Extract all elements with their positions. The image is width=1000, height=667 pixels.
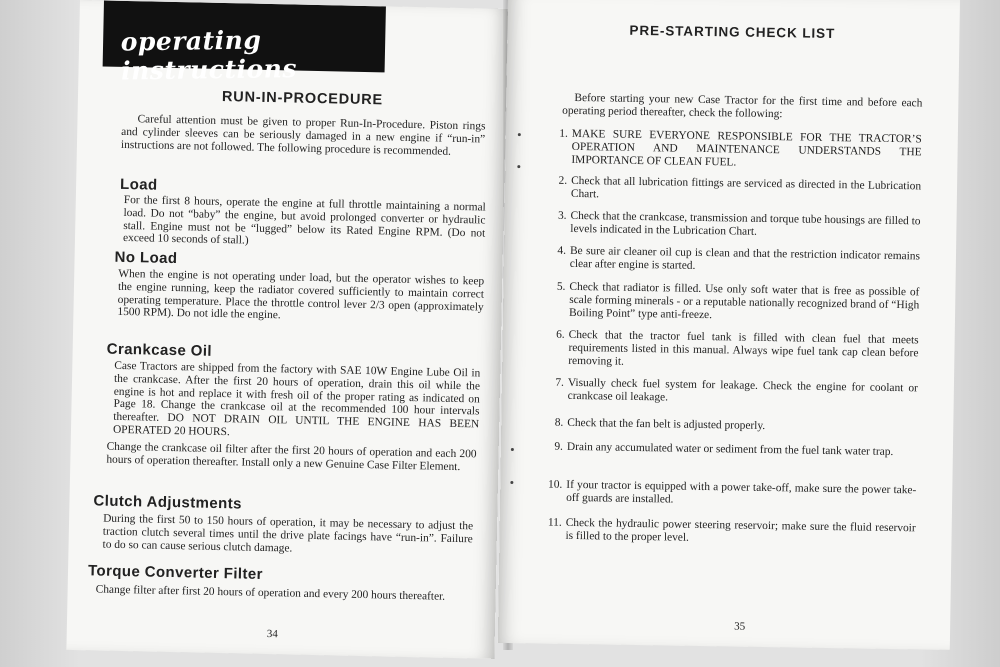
list-item <box>549 175 921 206</box>
margin-mark <box>518 133 521 136</box>
margin-mark <box>511 448 514 451</box>
list-item <box>546 329 919 373</box>
paragraph-crankcase-filter: Change the crankcase oil filter after the first 20 hours of operation and each 200 hours of operation thereafter. Install only a new Genuine Case Filter Element. <box>106 440 477 473</box>
right-page <box>498 0 960 650</box>
list-item <box>545 417 917 436</box>
list-item <box>544 479 916 510</box>
left-page <box>66 0 508 659</box>
list-item <box>545 441 917 460</box>
item-number: 11. <box>547 516 562 529</box>
list-item <box>546 377 918 408</box>
item-number: 2. <box>558 174 568 187</box>
paragraph-no-load: When the engine is not operating under load, but the operator wishes to keep the engine running, keep the radiator covered sufficiently to maintain correct operating temperature. Place the throttle control lever 2/3 open (approximately 1500 RPM). Do not idle the engine. <box>117 267 485 322</box>
page-number: 35 <box>734 620 746 633</box>
item-text: Check that the tractor fuel tank is filled with clean fuel that meets requirements listed in this manual. Always wipe fuel tank cap clean before removing it. <box>568 328 919 368</box>
page-number: 34 <box>266 628 278 641</box>
item-text: Check the hydraulic power steering reservoir; make sure the fluid reservoir is filled to the proper level. <box>565 516 916 544</box>
item-text: Visually check fuel system for leakage. Check the engine for coolant or crankcase oil leakage. <box>567 376 918 404</box>
list-item <box>543 517 915 548</box>
item-number: 3. <box>557 209 567 222</box>
item-text: Check that all lubrication fittings are serviced as directed in the Lubrication Chart. <box>570 174 922 201</box>
section-banner <box>103 1 386 86</box>
item-number: 1. <box>559 127 568 140</box>
paragraph-load: For the first 8 hours, operate the engine at full throttle maintaining a normal load. Do not “baby” the engine, but avoid prolonged converter or hydraulic stall. Engine must not be “lugged” below its Rated Engine RPM. (Do not exceed 10 seconds of stall.) <box>122 193 486 247</box>
item-number: 9. <box>554 440 564 453</box>
item-number: 5. <box>556 280 566 293</box>
intro-paragraph: Before starting your new Case Tractor for the first time and before each operating period thereafter, check the following: <box>562 91 923 121</box>
list-item <box>548 245 920 276</box>
item-number: 10. <box>547 478 563 491</box>
item-text: If your tractor is equipped with a power take-off, make sure the power take-off guards are installed. <box>566 478 917 506</box>
item-text: MAKE SURE EVERYONE RESPONSIBLE FOR THE TRACTOR’S OPERATION AND MAINTENANCE UNDERSTANDS THE IMPORTANCE OF CLEAN FUEL. <box>571 127 922 169</box>
list-item <box>547 281 920 325</box>
item-text: Check that the fan belt is adjusted properly. <box>567 416 766 432</box>
checklist <box>547 127 922 544</box>
item-text: Check that the crankcase, transmission and torque tube housings are filled to levels indicated in the Lubrication Chart. <box>570 209 921 238</box>
item-number: 4. <box>557 244 567 257</box>
heading-torque-converter-filter: Torque Converter Filter <box>87 562 263 583</box>
intro-paragraph: Careful attention must be given to proper Run-In-Procedure. Piston rings and cylinder sleeves can be seriously damaged in a new engine if “run-in” instructions are not followed. The following procedure is recommended. <box>120 113 486 158</box>
list-item <box>549 128 922 172</box>
heading-clutch-adjustments: Clutch Adjustments <box>93 492 242 513</box>
heading-load: Load <box>119 175 158 194</box>
item-number: 8. <box>554 416 564 429</box>
heading-no-load: No Load <box>114 248 178 268</box>
margin-mark <box>510 481 513 484</box>
page-title: PRE-STARTING CHECK LIST <box>629 22 836 42</box>
item-text: Check that radiator is filled. Use only soft water that is free as possible of scale forming minerals - or a reputable nationally recognized brand of “High Boiling Point” type anti-freeze. <box>568 280 920 321</box>
item-number: 6. <box>556 328 565 341</box>
item-text: Drain any accumulated water or sediment from the fuel tank water trap. <box>566 440 894 459</box>
heading-crankcase-oil: Crankcase Oil <box>106 340 213 360</box>
item-text: Be sure air cleaner oil cup is clean and that the restriction indicator remains clear after engine is started. <box>569 244 921 272</box>
list-item <box>548 210 920 241</box>
item-number: 7. <box>555 376 565 389</box>
page-title: RUN-IN-PROCEDURE <box>221 88 384 109</box>
margin-mark <box>517 165 520 168</box>
paragraph-crankcase-oil: Case Tractors are shipped from the factory with SAE 10W Engine Lube Oil in the crankcase. After the first 20 hours of operation, drain this oil while the engine is hot and replace it with fresh oil of the proper rating as indicated on Page 18. Change the crankcase oil at the recommended 100 hour intervals thereafter. DO NOT DRAIN OIL UNTIL THE ENGINE HAS BEEN OPERATED 20 HOURS. <box>112 359 481 439</box>
paragraph-torque-filter: Change filter after first 20 hours of operation and every 200 hours thereafter. <box>95 583 446 603</box>
paragraph-clutch: During the first 50 to 150 hours of operation, it may be necessary to adjust the traction clutch several times until the drive plate facings have “run-in”. Failure to do so can cause serious clutch damage. <box>102 512 474 555</box>
banner-title: operating instructions <box>120 25 298 86</box>
